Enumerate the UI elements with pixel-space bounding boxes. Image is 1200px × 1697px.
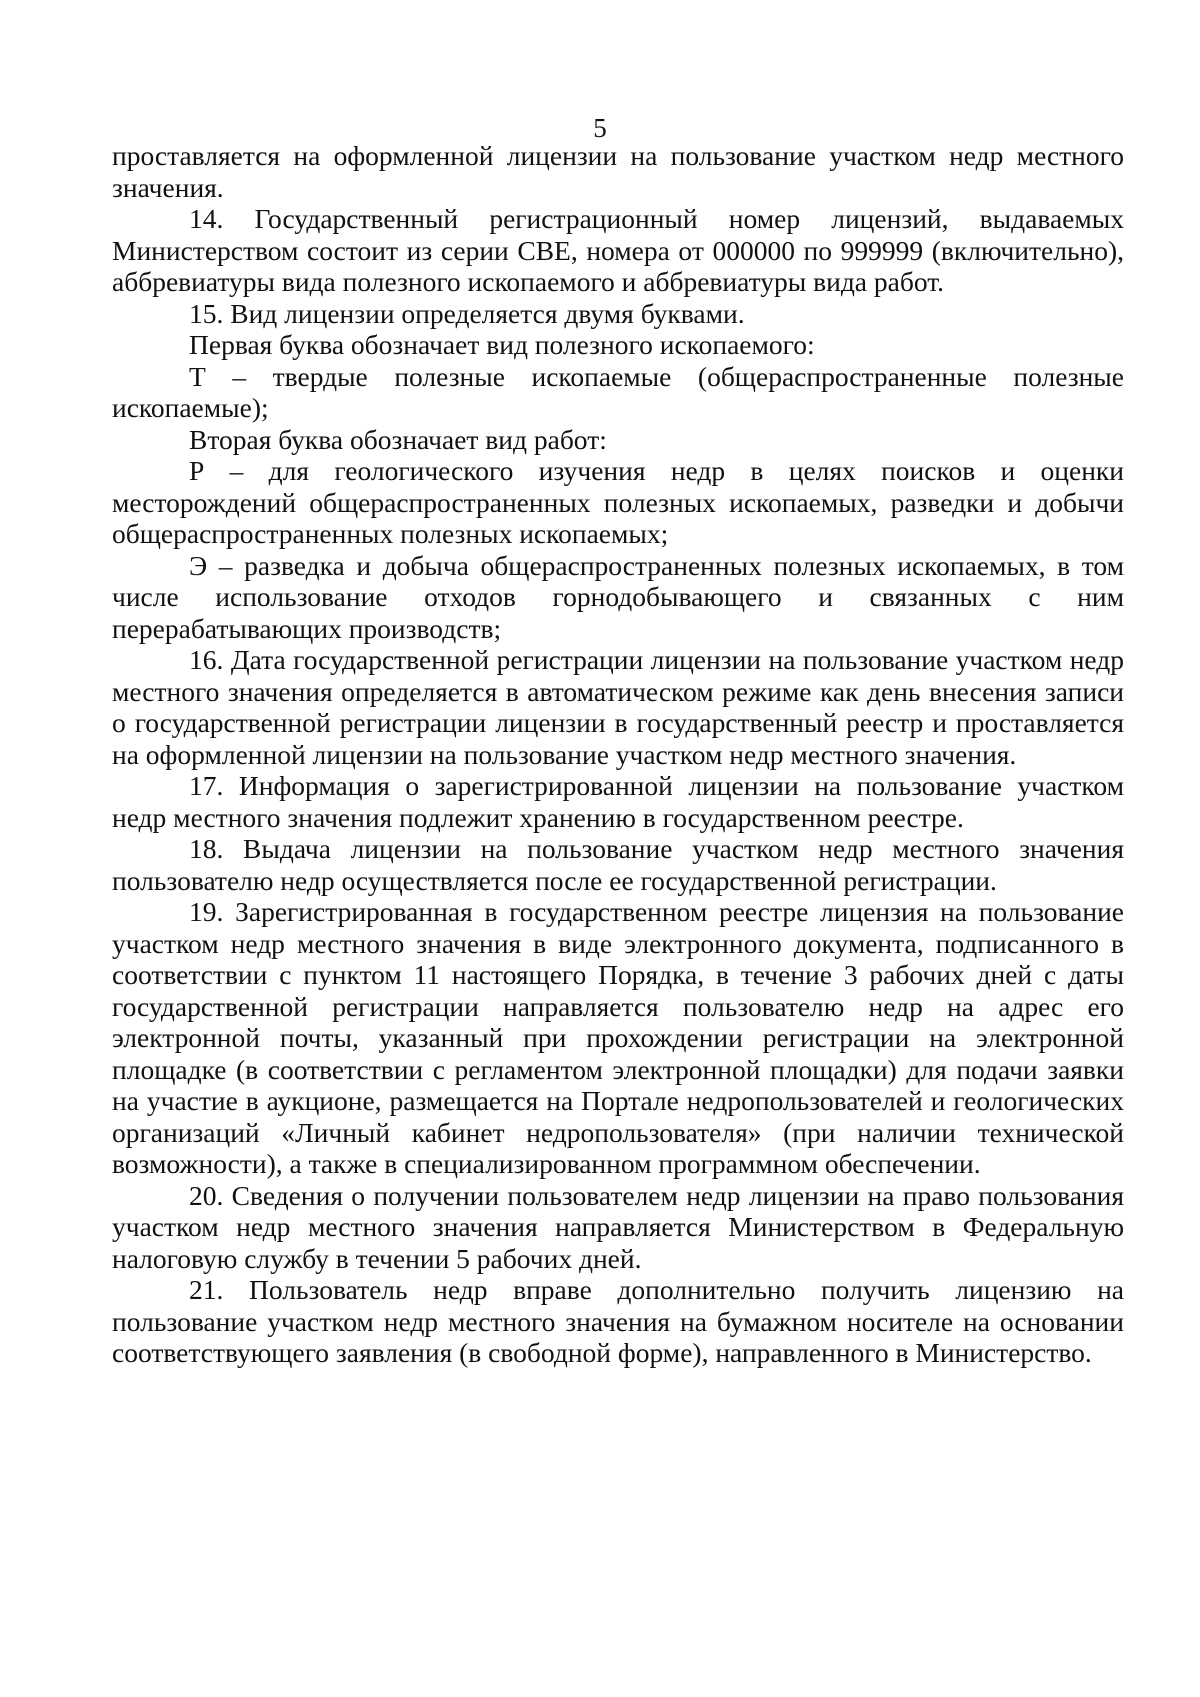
paragraph: Р – для геологического изучения недр в целях поисков и оценки месторождений общераспространенных полезных ископаемых, разведки и добычи общераспространенных полезных ископаемых;	[112, 455, 1124, 549]
paragraph: 17. Информация о зарегистрированной лицензии на пользование участком недр местного значения подлежит хранению в государственном реестре.	[112, 770, 1124, 833]
paragraph: Э – разведка и добыча общераспространенных полезных ископаемых, в том числе использование отходов горнодобывающего и связанных с ним перерабатывающих производств;	[112, 549, 1124, 644]
paragraph: проставляется на оформленной лицензии на пользование участком недр местного значения.	[112, 140, 1124, 203]
paragraph: 19. Зарегистрированная в государственном реестре лицензия на пользование участком недр местного значения в виде электронного документа, подписанного в соответствии с пунктом 11 настоящего Порядка, в течение 3 рабочих дней с даты государственной регистрации направляется пользователю недр на адрес его электронной почты, указанный при прохождении регистрации на электронной площадке (в соответствии с регламентом электронной площадки) для подачи заявки на участие в аукционе, размещается на Портале недропользователей и геологических организаций «Личный кабинет недропользователя» (при наличии технической возможности), а также в специализированном программном обеспечении.	[112, 896, 1124, 1179]
paragraph: Т – твердые полезные ископаемые (общераспространенные полезные ископаемые);	[112, 360, 1124, 423]
page-number: 5	[593, 113, 607, 143]
paragraph: 21. Пользователь недр вправе дополнительно получить лицензию на пользование участком недр местного значения на бумажном носителе на основании соответствующего заявления (в свободной форме), направленного в Министерство.	[112, 1274, 1124, 1368]
paragraph: 16. Дата государственной регистрации лицензии на пользование участком недр местного значения определяется в автоматическом режиме как день внесения записи о государственной регистрации лицензии в государственный реестр и проставляется на оформленной лицензии на пользование участком недр местного значения.	[112, 644, 1124, 770]
paragraph: 15. Вид лицензии определяется двумя буквами.	[189, 297, 745, 329]
paragraph: 20. Сведения о получении пользователем недр лицензии на право пользования участком недр местного значения направляется Министерством в Федеральную налоговую службу в течении 5 рабочих дней.	[112, 1179, 1124, 1274]
paragraph: Первая буква обозначает вид полезного ископаемого:	[189, 329, 815, 360]
paragraph: 18. Выдача лицензии на пользование участком недр местного значения пользователю недр осуществляется после ее государственной регистрации.	[112, 833, 1124, 896]
document-body	[112, 140, 1124, 1369]
paragraph: Вторая буква обозначает вид работ:	[189, 423, 607, 455]
paragraph: 14. Государственный регистрационный номер лицензий, выдаваемых Министерством состоит из серии СВЕ, номера от 000000 по 999999 (включительно), аббревиатуры вида полезного ископаемого и аббревиатуры вида работ.	[112, 203, 1124, 297]
